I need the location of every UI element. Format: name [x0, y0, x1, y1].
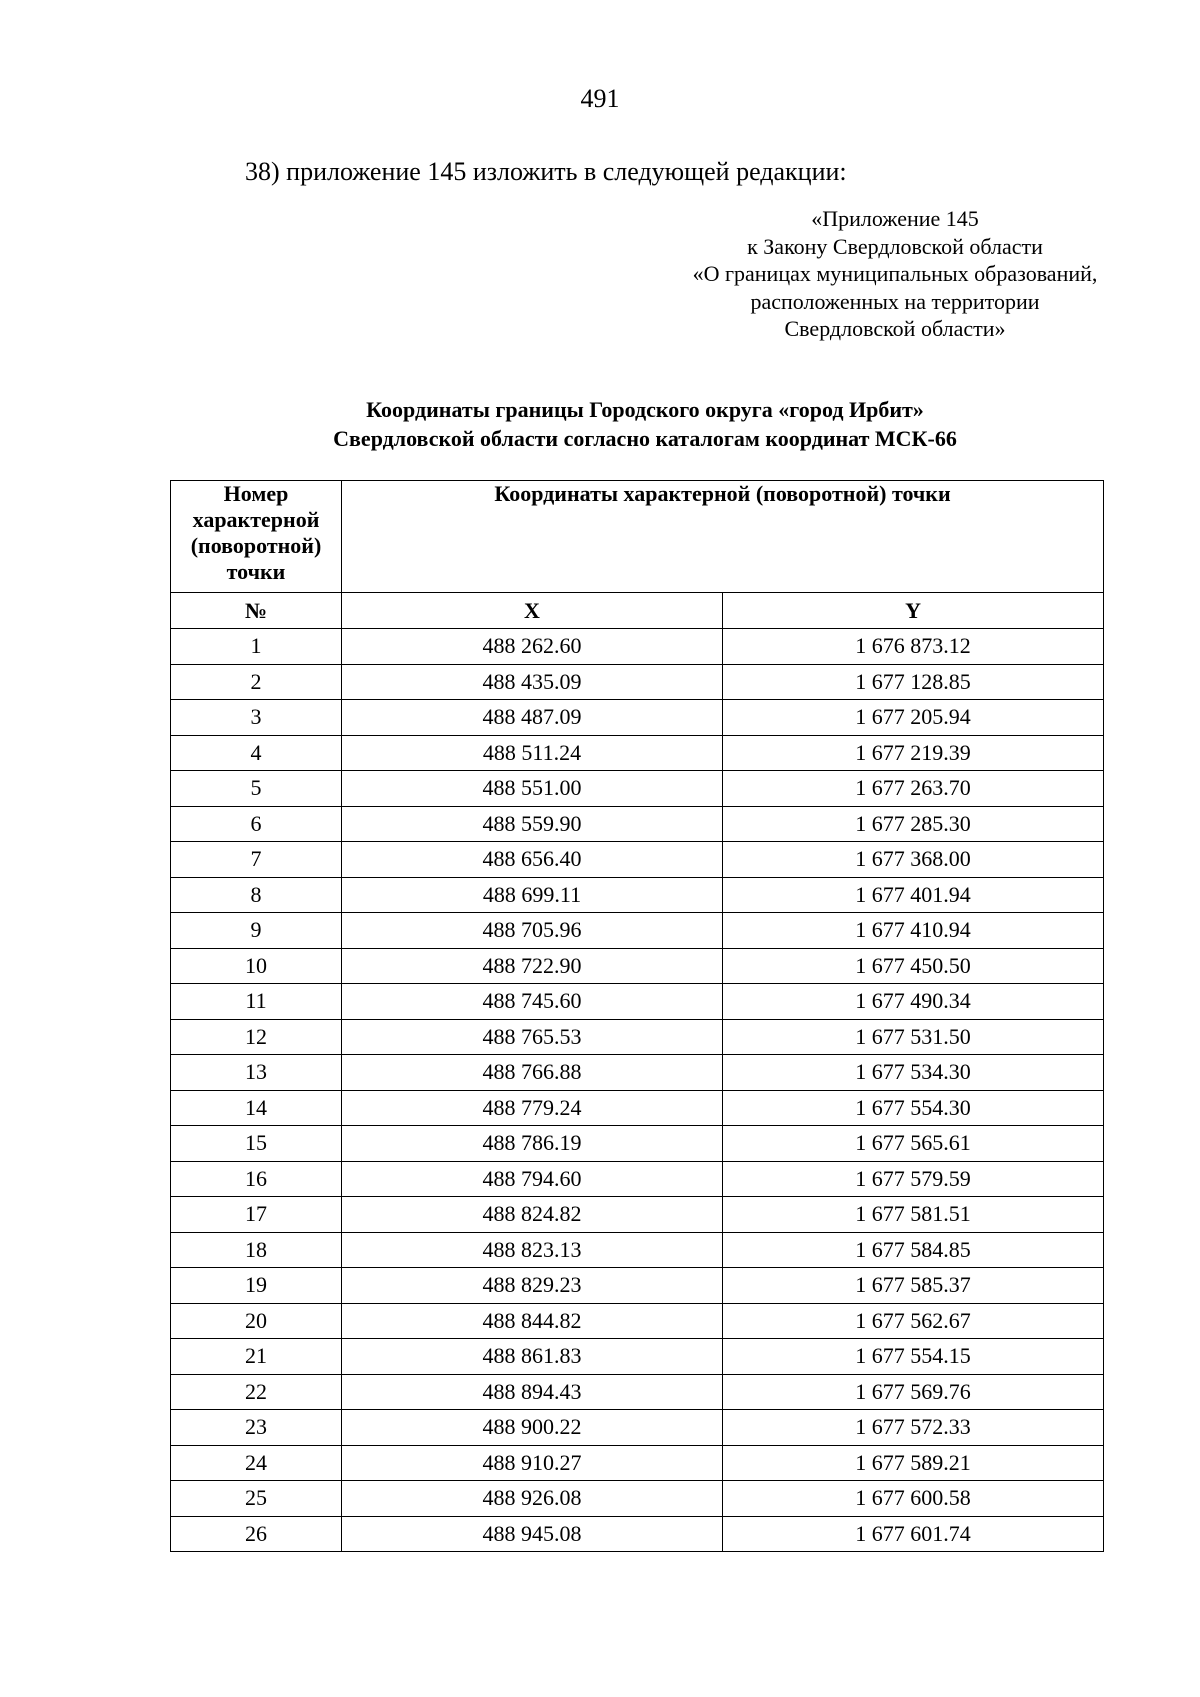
cell-x: 488 765.53 — [342, 1019, 723, 1055]
cell-y: 1 677 450.50 — [723, 948, 1104, 984]
cell-y: 1 677 285.30 — [723, 806, 1104, 842]
header-line: характерной — [192, 507, 320, 532]
cell-x: 488 910.27 — [342, 1445, 723, 1481]
cell-point-number: 2 — [171, 664, 342, 700]
cell-x: 488 745.60 — [342, 984, 723, 1020]
header-coordinates: Координаты характерной (поворотной) точки — [342, 481, 1104, 593]
cell-x: 488 559.90 — [342, 806, 723, 842]
table-row — [171, 1197, 1104, 1233]
table-row — [171, 1126, 1104, 1162]
cell-y: 1 677 368.00 — [723, 842, 1104, 878]
cell-x: 488 824.82 — [342, 1197, 723, 1233]
cell-point-number: 3 — [171, 700, 342, 736]
cell-point-number: 17 — [171, 1197, 342, 1233]
table-row — [171, 1410, 1104, 1446]
table-row — [171, 1019, 1104, 1055]
document-title — [0, 395, 1200, 453]
table-row — [171, 1516, 1104, 1552]
cell-x: 488 794.60 — [342, 1161, 723, 1197]
cell-point-number: 4 — [171, 735, 342, 771]
cell-point-number: 8 — [171, 877, 342, 913]
table-row — [171, 984, 1104, 1020]
cell-y: 1 677 128.85 — [723, 664, 1104, 700]
cell-y: 1 677 579.59 — [723, 1161, 1104, 1197]
cell-x: 488 699.11 — [342, 877, 723, 913]
table-row — [171, 1339, 1104, 1375]
cell-point-number: 13 — [171, 1055, 342, 1091]
appendix-line: к Закону Свердловской области — [747, 233, 1043, 259]
cell-point-number: 26 — [171, 1516, 342, 1552]
cell-x: 488 894.43 — [342, 1374, 723, 1410]
cell-y: 1 677 205.94 — [723, 700, 1104, 736]
table-row — [171, 1055, 1104, 1091]
coordinates-table — [170, 480, 1104, 1552]
table-body — [171, 629, 1104, 1552]
cell-point-number: 7 — [171, 842, 342, 878]
table-row — [171, 629, 1104, 665]
table-row — [171, 806, 1104, 842]
cell-x: 488 861.83 — [342, 1339, 723, 1375]
cell-y: 1 677 601.74 — [723, 1516, 1104, 1552]
cell-x: 488 945.08 — [342, 1516, 723, 1552]
cell-y: 1 677 554.15 — [723, 1339, 1104, 1375]
cell-x: 488 779.24 — [342, 1090, 723, 1126]
cell-y: 1 677 219.39 — [723, 735, 1104, 771]
cell-y: 1 677 401.94 — [723, 877, 1104, 913]
page-number: 491 — [580, 84, 620, 113]
subheader-y: Y — [723, 593, 1104, 629]
table-row — [171, 877, 1104, 913]
header-point-number — [171, 481, 342, 593]
cell-y: 1 676 873.12 — [723, 629, 1104, 665]
cell-point-number: 20 — [171, 1303, 342, 1339]
cell-point-number: 9 — [171, 913, 342, 949]
table-row — [171, 948, 1104, 984]
appendix-line: «О границах муниципальных образований, — [692, 261, 1098, 286]
cell-x: 488 722.90 — [342, 948, 723, 984]
title-line: Свердловской области согласно каталогам координат МСК-66 — [333, 426, 957, 451]
subheader-x: X — [342, 593, 723, 629]
table-row — [171, 700, 1104, 736]
cell-y: 1 677 562.67 — [723, 1303, 1104, 1339]
appendix-line: расположенных на территории — [750, 288, 1040, 314]
cell-y: 1 677 569.76 — [723, 1374, 1104, 1410]
table-row — [171, 771, 1104, 807]
table-row — [171, 664, 1104, 700]
cell-x: 488 656.40 — [342, 842, 723, 878]
table-row — [171, 1232, 1104, 1268]
cell-point-number: 15 — [171, 1126, 342, 1162]
cell-point-number: 18 — [171, 1232, 342, 1268]
cell-x: 488 786.19 — [342, 1126, 723, 1162]
cell-y: 1 677 565.61 — [723, 1126, 1104, 1162]
appendix-line: «Приложение 145 — [811, 206, 979, 231]
cell-point-number: 6 — [171, 806, 342, 842]
cell-point-number: 22 — [171, 1374, 342, 1410]
table-row — [171, 842, 1104, 878]
intro-text: 38) приложение 145 изложить в следующей редакции: — [245, 157, 847, 186]
cell-y: 1 677 263.70 — [723, 771, 1104, 807]
appendix-reference — [620, 205, 1170, 343]
header-line: Номер — [223, 481, 289, 506]
cell-y: 1 677 600.58 — [723, 1481, 1104, 1517]
cell-point-number: 19 — [171, 1268, 342, 1304]
cell-x: 488 926.08 — [342, 1481, 723, 1517]
table-row — [171, 1445, 1104, 1481]
cell-x: 488 262.60 — [342, 629, 723, 665]
cell-y: 1 677 572.33 — [723, 1410, 1104, 1446]
table-row — [171, 735, 1104, 771]
title-line: Координаты границы Городского округа «город Ирбит» — [366, 397, 924, 422]
table-row — [171, 1303, 1104, 1339]
cell-point-number: 1 — [171, 629, 342, 665]
cell-x: 488 487.09 — [342, 700, 723, 736]
cell-point-number: 16 — [171, 1161, 342, 1197]
cell-x: 488 900.22 — [342, 1410, 723, 1446]
table-header-row — [171, 481, 1104, 593]
table-row — [171, 1374, 1104, 1410]
cell-y: 1 677 581.51 — [723, 1197, 1104, 1233]
cell-point-number: 10 — [171, 948, 342, 984]
cell-y: 1 677 534.30 — [723, 1055, 1104, 1091]
header-line: точки — [226, 559, 286, 584]
cell-x: 488 705.96 — [342, 913, 723, 949]
header-line: (поворотной) — [190, 533, 322, 558]
appendix-line: Свердловской области» — [784, 316, 1006, 341]
table-row — [171, 1268, 1104, 1304]
cell-point-number: 11 — [171, 984, 342, 1020]
table-row — [171, 913, 1104, 949]
cell-x: 488 551.00 — [342, 771, 723, 807]
cell-y: 1 677 584.85 — [723, 1232, 1104, 1268]
cell-y: 1 677 554.30 — [723, 1090, 1104, 1126]
table-subheader-row — [171, 593, 1104, 629]
cell-point-number: 14 — [171, 1090, 342, 1126]
cell-point-number: 23 — [171, 1410, 342, 1446]
cell-point-number: 12 — [171, 1019, 342, 1055]
cell-y: 1 677 531.50 — [723, 1019, 1104, 1055]
cell-x: 488 829.23 — [342, 1268, 723, 1304]
table-row — [171, 1090, 1104, 1126]
cell-point-number: 24 — [171, 1445, 342, 1481]
cell-y: 1 677 589.21 — [723, 1445, 1104, 1481]
cell-x: 488 766.88 — [342, 1055, 723, 1091]
cell-x: 488 435.09 — [342, 664, 723, 700]
cell-point-number: 21 — [171, 1339, 342, 1375]
subheader-number: № — [171, 593, 342, 629]
table-row — [171, 1161, 1104, 1197]
cell-x: 488 844.82 — [342, 1303, 723, 1339]
cell-point-number: 25 — [171, 1481, 342, 1517]
table-row — [171, 1481, 1104, 1517]
cell-y: 1 677 585.37 — [723, 1268, 1104, 1304]
cell-y: 1 677 490.34 — [723, 984, 1104, 1020]
cell-y: 1 677 410.94 — [723, 913, 1104, 949]
cell-x: 488 823.13 — [342, 1232, 723, 1268]
cell-point-number: 5 — [171, 771, 342, 807]
cell-x: 488 511.24 — [342, 735, 723, 771]
